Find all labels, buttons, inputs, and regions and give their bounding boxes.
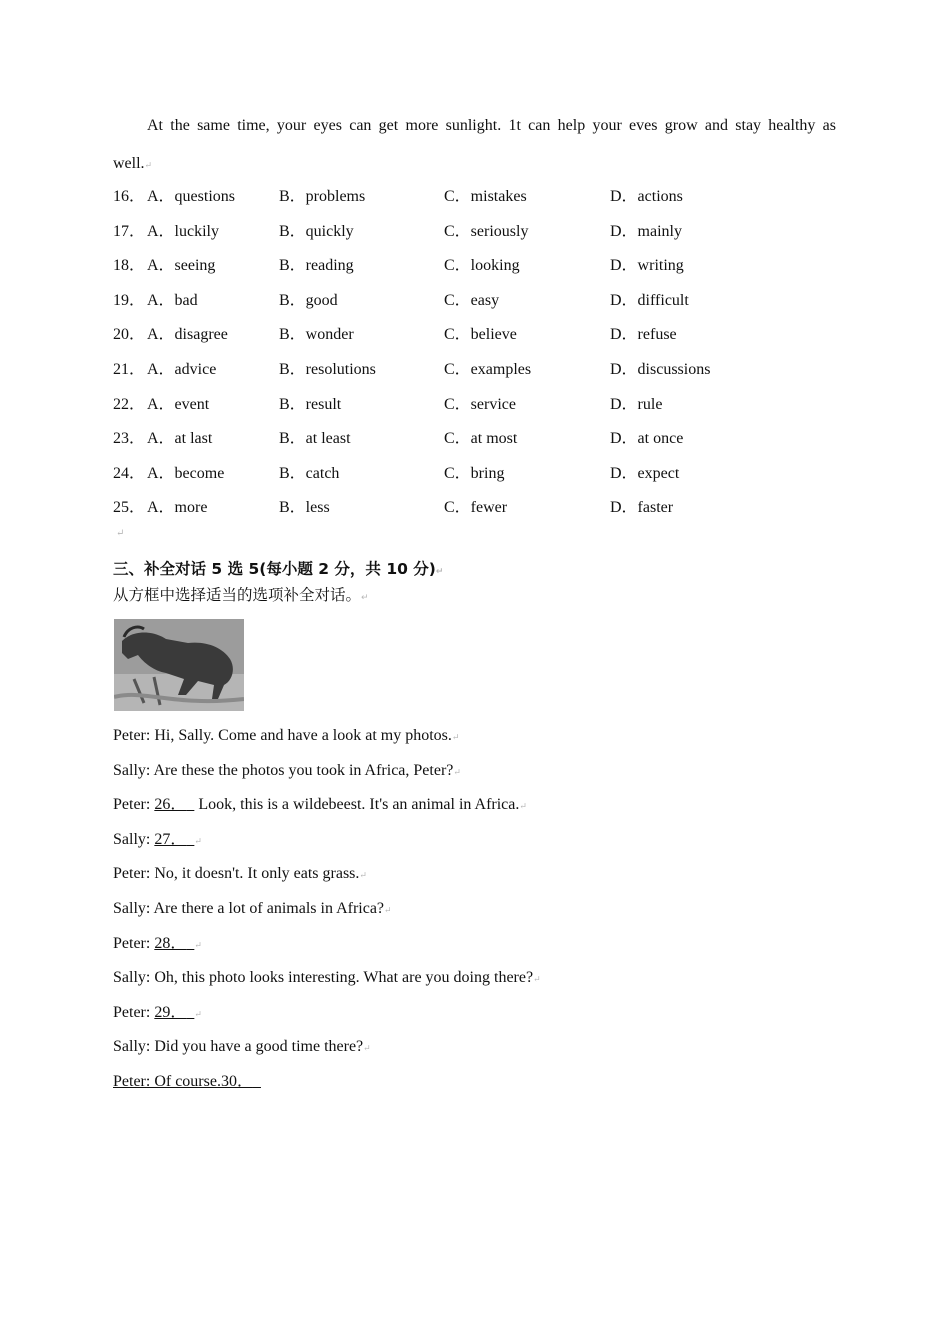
dialog-line: Sally: Did you have a good time there?↵	[113, 1038, 371, 1056]
option-a: 20．	[113, 326, 146, 344]
answer-blank[interactable]: 29．	[154, 1003, 187, 1021]
option-c: C．fewer	[444, 499, 508, 517]
dialog-line: Peter: Hi, Sally. Come and have a look at my photos.↵	[113, 727, 460, 744]
paragraph-mark: ↵	[116, 528, 125, 539]
option-a-text: A．advice	[147, 360, 217, 378]
option-a: 17．	[113, 222, 146, 240]
option-row	[113, 353, 853, 388]
option-a: 23．	[113, 430, 146, 448]
option-row	[113, 318, 853, 353]
option-b: B．good	[279, 291, 338, 309]
option-a: 21．	[113, 360, 146, 378]
dialog-line: Peter: 29． ↵	[113, 1003, 202, 1021]
dialog-block	[113, 719, 853, 1100]
option-a: 22．	[113, 395, 146, 413]
option-b: B．problems	[279, 188, 366, 205]
dialog-last-text[interactable]: Peter: Of course.30．	[113, 1072, 253, 1090]
option-row	[113, 249, 853, 284]
option-d: D．faster	[610, 499, 674, 517]
option-c: C．at most	[444, 430, 518, 448]
option-c: C．looking	[444, 257, 520, 275]
option-a: 16．	[113, 188, 146, 205]
option-b: B．reading	[279, 257, 354, 275]
option-b: B．resolutions	[279, 360, 376, 378]
option-a-text: A．bad	[147, 291, 198, 309]
option-row	[113, 422, 853, 457]
option-a-text: A．become	[147, 464, 225, 482]
dialog-text: Sally: Are there a lot of animals in Africa?	[113, 899, 385, 917]
wildebeest-icon	[114, 619, 244, 711]
option-a-text: A．more	[147, 499, 208, 517]
dialog-line-last	[113, 1065, 853, 1100]
answer-blank[interactable]: 26．	[154, 796, 187, 814]
option-c: C．service	[444, 395, 516, 413]
passage-paragraph	[113, 107, 836, 184]
option-c: C．examples	[444, 360, 532, 378]
option-b: B．result	[279, 395, 342, 413]
option-c: C．believe	[444, 326, 517, 344]
option-a: 18．	[113, 257, 146, 275]
option-d: D．writing	[610, 257, 684, 275]
dialog-line: Peter: 28． ↵	[113, 934, 202, 952]
section-title: 三、补全对话 5 选 5(每小题 2 分，共 10 分)↵	[113, 560, 444, 578]
option-a-text: A．event	[147, 395, 210, 413]
option-row	[113, 388, 853, 423]
option-b: B．less	[279, 499, 330, 517]
option-d: D．actions	[610, 188, 683, 205]
option-a-text: A．at last	[147, 430, 213, 448]
option-d: D．at once	[610, 430, 684, 448]
option-d: D．expect	[610, 464, 680, 482]
dialog-text: Sally:	[113, 830, 155, 848]
dialog-line: Peter: 26． Look, this is a wildebeest. It's an animal in Africa.↵	[113, 796, 527, 814]
option-row	[113, 284, 853, 319]
option-a: 25．	[113, 499, 146, 517]
passage-line-2: well.↵	[113, 155, 153, 172]
option-b: B．quickly	[279, 222, 354, 240]
dialog-text: Sally: Oh, this photo looks interesting. What are you doing there?	[113, 969, 534, 987]
option-c: C．bring	[444, 464, 505, 482]
option-c: C．easy	[444, 291, 500, 309]
dialog-text: Peter:	[113, 934, 155, 952]
option-b: B．wonder	[279, 326, 354, 344]
option-row	[113, 215, 853, 250]
option-d: D．discussions	[610, 360, 711, 378]
option-a: 19．	[113, 291, 146, 309]
option-a-text: A．questions	[147, 188, 236, 205]
dialog-text-after: Look, this is a wildebeest. It's an animal in Africa.	[194, 796, 520, 814]
option-d: D．mainly	[610, 222, 682, 240]
option-row	[113, 180, 853, 215]
option-a-text: A．seeing	[147, 257, 216, 275]
dialog-line: Sally: 27． ↵	[113, 830, 202, 848]
option-c: C．seriously	[444, 222, 529, 240]
dialog-text: Peter: Hi, Sally. Come and have a look at my photos.	[113, 727, 452, 744]
dialog-text: Sally: Are these the photos you took in Africa, Peter?	[113, 761, 454, 779]
dialog-text: Peter:	[113, 1003, 155, 1021]
answer-blank[interactable]: 27．	[154, 830, 187, 848]
option-row	[113, 491, 853, 526]
option-d: D．refuse	[610, 326, 677, 344]
option-b: B．catch	[279, 464, 340, 482]
option-a: 24．	[113, 464, 146, 482]
option-row	[113, 457, 853, 492]
option-d: D．rule	[610, 395, 663, 413]
dialog-line: Sally: Are there a lot of animals in Africa?↵	[113, 899, 392, 917]
options-table	[113, 180, 853, 526]
passage-line-1: At the same time, your eyes can get more sunlight. 1t can help your eves grow and stay healthy as	[147, 117, 836, 134]
dialog-line: Sally: Are these the photos you took in Africa, Peter?↵	[113, 761, 461, 779]
option-a-text: A．luckily	[147, 222, 219, 240]
option-c: C．mistakes	[444, 188, 527, 205]
option-b: B．at least	[279, 430, 351, 448]
dialog-text: Sally: Did you have a good time there?	[113, 1038, 364, 1056]
section-subtitle: 从方框中选择适当的选项补全对话。↵	[113, 586, 369, 604]
dialog-text: Peter:	[113, 796, 155, 814]
dialog-line: Peter: No, it doesn't. It only eats grass.↵	[113, 865, 367, 883]
option-a-text: A．disagree	[147, 326, 228, 344]
wildebeest-photo	[114, 619, 244, 711]
option-d: D．difficult	[610, 291, 689, 309]
answer-blank[interactable]: 28．	[154, 934, 187, 952]
dialog-line: Sally: Oh, this photo looks interesting. What are you doing there?↵	[113, 969, 541, 987]
dialog-text: Peter: No, it doesn't. It only eats grass.	[113, 865, 360, 883]
